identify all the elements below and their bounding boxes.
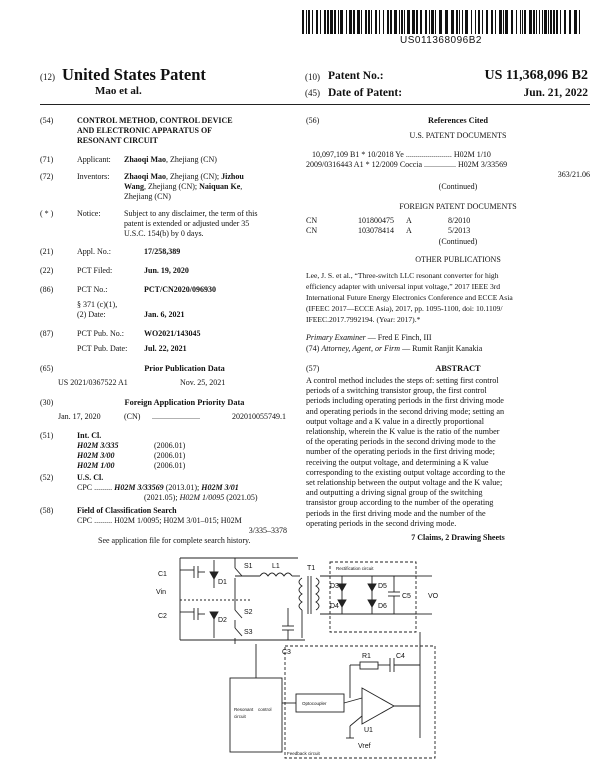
us-docs-title: U.S. PATENT DOCUMENTS xyxy=(409,131,507,140)
int-cl-version: (2006.01) xyxy=(154,461,186,470)
examiner-value: — Fred E Finch, III xyxy=(365,333,432,342)
cpc-code: H02M 3/01 xyxy=(201,483,239,492)
field-search-line1 xyxy=(77,516,242,526)
appl-no-value: 17/258,389 xyxy=(144,247,181,256)
int-cl-code: H02M 3/00 xyxy=(77,451,115,460)
f54-line: RESONANT CIRCUIT xyxy=(77,135,158,145)
us-doc-dots: ....................... xyxy=(405,150,452,159)
barcode xyxy=(300,10,582,34)
abstract-line: set relationship between the output voltage and the K value; xyxy=(306,478,503,488)
other-pub-line: Lee, J. S. et al., “Three-switch LLC resonant converter for high xyxy=(306,271,499,280)
f58-title: Field of Classification Search xyxy=(77,506,177,515)
abstract-title: ABSTRACT xyxy=(435,364,481,373)
f65-title: Prior Publication Data xyxy=(144,364,225,373)
us-doc-kind: A1 * xyxy=(353,160,370,169)
inventor-name: Wang xyxy=(124,181,145,191)
notice-label: Notice: xyxy=(77,209,101,218)
header-title: United States Patent xyxy=(62,65,206,84)
inventor-name: Jizhou xyxy=(221,172,244,181)
f71-code: (71) xyxy=(40,155,54,164)
other-pub-line: International Future Energy Electronics Conference and ECCE Asia xyxy=(306,293,513,302)
abstract-line: periods including operating periods in the first driving mode xyxy=(306,396,504,406)
f58-code: (58) xyxy=(40,506,54,515)
notice-line: Subject to any disclaimer, the term of this xyxy=(124,209,258,218)
barcode-graphic xyxy=(300,10,582,34)
cpc-dots: ......... xyxy=(94,483,113,492)
agent-label: Attorney, Agent, or Firm xyxy=(321,344,401,353)
inventor-name: Naiquan Ke xyxy=(199,181,241,191)
abstract-line: relationship, wherein the K value is the ratio of the number xyxy=(306,427,500,437)
f52-title: U.S. Cl. xyxy=(77,473,104,482)
f52-code: (52) xyxy=(40,473,54,482)
pct-filed-value: Jun. 19, 2020 xyxy=(144,266,189,275)
abstract-line: and operating periods in the second driving mode; setting an xyxy=(306,406,505,416)
right-column xyxy=(306,108,590,548)
f51-code: (51) xyxy=(40,431,54,440)
label-vo: VO xyxy=(428,593,439,600)
notice-text xyxy=(124,209,292,238)
abstract-code: (57) xyxy=(306,364,320,373)
int-cl-version: (2006.01) xyxy=(154,441,186,450)
label-vref: Vref xyxy=(358,743,371,750)
agent-value: — Rumit Ranjit Kanakia xyxy=(400,344,483,353)
field-search-codes: H02M 1/0095; H02M 3/01–015; H02M xyxy=(114,516,242,525)
foreign-country: CN xyxy=(306,216,318,225)
abstract-line: periods of a switching transistor group, the first control xyxy=(306,386,487,396)
applicant-location: , Zhejiang (CN) xyxy=(166,155,217,164)
patent-no-value: US 11,368,096 B2 xyxy=(484,68,588,83)
other-pub-line: efficiency adapter with universal input voltage,” 2017 IEEE 3rd xyxy=(306,282,501,291)
notice-line: patent is extended or adjusted under 35 xyxy=(124,218,250,228)
label-l1: L1 xyxy=(272,563,280,570)
continued-foreign: (Continued) xyxy=(438,237,478,246)
f71-value xyxy=(124,155,217,165)
label-s3: S3 xyxy=(244,629,253,636)
f56-title: References Cited xyxy=(428,116,488,125)
other-pubs-text xyxy=(306,270,590,325)
abstract-line: receiving the output voltage, and determining a K value xyxy=(306,457,489,467)
pct-pub-date-value: Jul. 22, 2021 xyxy=(144,344,187,353)
label-c5: C5 xyxy=(402,593,411,600)
f87-code: (87) xyxy=(40,329,54,338)
notice-line: U.S.C. 154(b) by 0 days. xyxy=(124,228,204,238)
header-inventor: Mao et al. xyxy=(95,85,142,97)
priority-dots: ........................ xyxy=(152,412,200,421)
priority-number: 202010055749.1 xyxy=(232,412,286,421)
field-search-note: See application file for complete search history. xyxy=(98,536,251,545)
other-pub-line: (IFEEC 2017—ECCE Asia), 2017, pp. 1095-1100, doi: 10.1109/ xyxy=(306,304,503,313)
continued-us: (Continued) xyxy=(438,182,478,191)
us-doc-name: Ye xyxy=(395,150,404,159)
us-doc-row xyxy=(312,150,590,160)
f72-value xyxy=(124,172,292,201)
us-doc-class-cont: 363/21.06 xyxy=(557,170,590,179)
foreign-country: CN xyxy=(306,226,318,235)
f30-title: Foreign Application Priority Data xyxy=(124,398,245,407)
cpc-version: (2013.01); xyxy=(163,483,202,492)
abstract-line: and outputting a driving signal group of the switching xyxy=(306,488,483,498)
priority-date: Jan. 17, 2020 xyxy=(58,412,101,421)
examiner-label: Primary Examiner xyxy=(306,333,366,342)
date-value: Jun. 21, 2022 xyxy=(523,87,588,99)
cpc-label: CPC xyxy=(77,516,93,525)
label-d5: D5 xyxy=(378,583,387,590)
examiner-line xyxy=(306,333,432,343)
foreign-docs-title: FOREIGN PATENT DOCUMENTS xyxy=(399,202,517,211)
circuit-diagram xyxy=(150,548,450,770)
f54-line: AND ELECTRONIC APPARATUS OF xyxy=(77,125,213,135)
f86-label: PCT No.: xyxy=(77,285,108,294)
foreign-doc-row xyxy=(306,216,317,226)
barcode-number: US011368096B2 xyxy=(400,35,482,46)
abstract-line: of the operating periods in the second driving mode to the xyxy=(306,437,496,447)
foreign-doc-kind: A xyxy=(406,226,412,235)
representative-figure xyxy=(150,548,450,770)
foreign-doc-number: 101800475 xyxy=(358,216,394,225)
foreign-doc-number: 103078414 xyxy=(358,226,394,235)
foreign-doc-date: 5/2013 xyxy=(448,226,471,235)
inventor-comma: , xyxy=(240,181,243,191)
foreign-doc-row xyxy=(306,226,317,236)
us-doc-row xyxy=(306,160,590,170)
cpc-version: (2021.05) xyxy=(224,493,258,502)
int-cl-code: H02M 1/00 xyxy=(77,461,115,470)
label-ctrl-1: Resonant xyxy=(234,707,254,712)
foreign-doc-kind: A xyxy=(406,216,412,225)
s371-date-value: Jan. 6, 2021 xyxy=(144,310,185,319)
left-column xyxy=(40,108,292,548)
label-d1: D1 xyxy=(218,579,227,586)
us-doc-name: Coccia xyxy=(399,160,423,169)
label-u1: U1 xyxy=(364,727,373,734)
abstract-line: operating periods in the second driving mode. xyxy=(306,518,457,528)
claims-summary: 7 Claims, 2 Drawing Sheets xyxy=(411,533,505,542)
label-s1: S1 xyxy=(244,563,253,570)
applicant-name: Zhaoqi Mao xyxy=(124,155,167,164)
abstract-line: transistor group according to the number of the operating xyxy=(306,498,494,508)
header-rule xyxy=(40,104,590,105)
label-feedback: Feedback circuit xyxy=(287,751,320,756)
label-vin: Vin xyxy=(156,589,166,596)
f51-title: Int. Cl. xyxy=(77,431,102,440)
f87-label: PCT Pub. No.: xyxy=(77,329,124,338)
f54-line: CONTROL METHOD, CONTROL DEVICE xyxy=(77,116,233,125)
patent-header xyxy=(40,65,590,103)
f72-label: Inventors: xyxy=(77,172,110,181)
cpc-code: H02M 1/0095 xyxy=(179,493,225,502)
int-cl-code: H02M 3/335 xyxy=(77,441,119,450)
agent-line xyxy=(306,344,482,354)
f54-title xyxy=(77,116,292,145)
us-doc-kind: B1 * xyxy=(350,150,366,159)
header-kind-code: (12) xyxy=(40,72,55,82)
label-s2: S2 xyxy=(244,609,253,616)
int-cl-version: (2006.01) xyxy=(154,451,186,460)
label-d2: D2 xyxy=(218,617,227,624)
f65-code: (65) xyxy=(40,364,54,373)
label-d6: D6 xyxy=(378,603,387,610)
label-c4: C4 xyxy=(396,653,405,660)
abstract-line: A control method includes the steps of: setting first control xyxy=(306,376,499,385)
label-optocoupler: Optocoupler xyxy=(302,701,327,706)
f22-code: (22) xyxy=(40,266,54,275)
us-doc-dots: ................ xyxy=(424,160,457,169)
prior-pub-date: Nov. 25, 2021 xyxy=(180,378,226,387)
label-c1: C1 xyxy=(158,571,167,578)
us-cl-cpc-line1 xyxy=(77,483,239,493)
label-ctrl-2: control xyxy=(258,707,272,712)
agent-code: (74) xyxy=(306,344,320,353)
us-doc-date: 12/2009 xyxy=(371,160,398,169)
pct-no-value: PCT/CN2020/096930 xyxy=(144,285,216,294)
f71-label: Applicant: xyxy=(77,155,111,164)
f56-code: (56) xyxy=(306,116,320,125)
s371-line1: § 371 (c)(1), xyxy=(77,300,118,309)
cpc-code: H02M 3/33569 xyxy=(114,483,164,492)
field-search-line2: 3/335–3378 xyxy=(248,526,287,535)
label-d4: D4 xyxy=(330,603,339,610)
other-pubs-title: OTHER PUBLICATIONS xyxy=(415,255,501,264)
label-c2: C2 xyxy=(158,613,167,620)
us-doc-number: 10,097,109 xyxy=(312,150,348,159)
abstract-line: corresponding to the existing output voltage according to the xyxy=(306,467,506,477)
abstract-line: output voltage and a K value in a directly proportional xyxy=(306,416,485,426)
cpc-version: (2021.05); xyxy=(144,493,180,502)
priority-country: (CN) xyxy=(124,412,141,421)
cpc-label: CPC xyxy=(77,483,93,492)
label-ctrl-3: circuit xyxy=(234,714,246,719)
f72-code: (72) xyxy=(40,172,54,181)
s371-line2: (2) Date: xyxy=(77,310,106,319)
f21-code: (21) xyxy=(40,247,54,256)
us-cl-cpc-line2 xyxy=(144,493,258,503)
patent-no-label: Patent No.: xyxy=(328,70,384,82)
date-label: Date of Patent: xyxy=(328,87,403,99)
label-r1: R1 xyxy=(362,653,371,660)
pct-pub-date-label: PCT Pub. Date: xyxy=(77,344,128,353)
date-code: (45) xyxy=(305,88,320,98)
inventor-location: Zhejiang (CN) xyxy=(124,191,171,201)
cpc-dots: ......... xyxy=(94,516,113,525)
f21-label: Appl. No.: xyxy=(77,247,111,256)
prior-pub-number: US 2021/0367522 A1 xyxy=(58,378,128,387)
abstract-text xyxy=(306,376,590,529)
f22-label: PCT Filed: xyxy=(77,266,113,275)
f30-code: (30) xyxy=(40,398,54,407)
patent-no-code: (10) xyxy=(305,72,320,82)
label-d3: D3 xyxy=(330,583,339,590)
f86-code: (86) xyxy=(40,285,54,294)
inventor-location: , Zhejiang (CN); xyxy=(166,172,222,181)
abstract-line: periods in the first driving mode and the number of the xyxy=(306,508,486,518)
inventor-name: Zhaoqi Mao xyxy=(124,172,167,181)
pct-pub-no-value: WO2021/143045 xyxy=(144,329,201,338)
us-doc-number: 2009/0316443 xyxy=(306,160,353,169)
notice-code: ( * ) xyxy=(40,209,54,218)
us-doc-date: 10/2018 xyxy=(367,150,394,159)
inventor-location: , Zhejiang (CN); xyxy=(144,181,200,191)
label-t1: T1 xyxy=(307,565,316,572)
other-pub-line: IFEEC.2017.7992194. (Year: 2017).* xyxy=(306,315,421,324)
us-doc-class: H02M 3/33569 xyxy=(458,160,508,169)
f54-code: (54) xyxy=(40,116,54,125)
us-doc-class: H02M 1/10 xyxy=(453,150,491,159)
foreign-doc-date: 8/2010 xyxy=(448,216,471,225)
label-c3: C3 xyxy=(282,649,291,656)
abstract-line: number of the operating periods in the first driving mode; xyxy=(306,447,495,457)
label-rectification: Rectification circuit xyxy=(336,566,374,571)
